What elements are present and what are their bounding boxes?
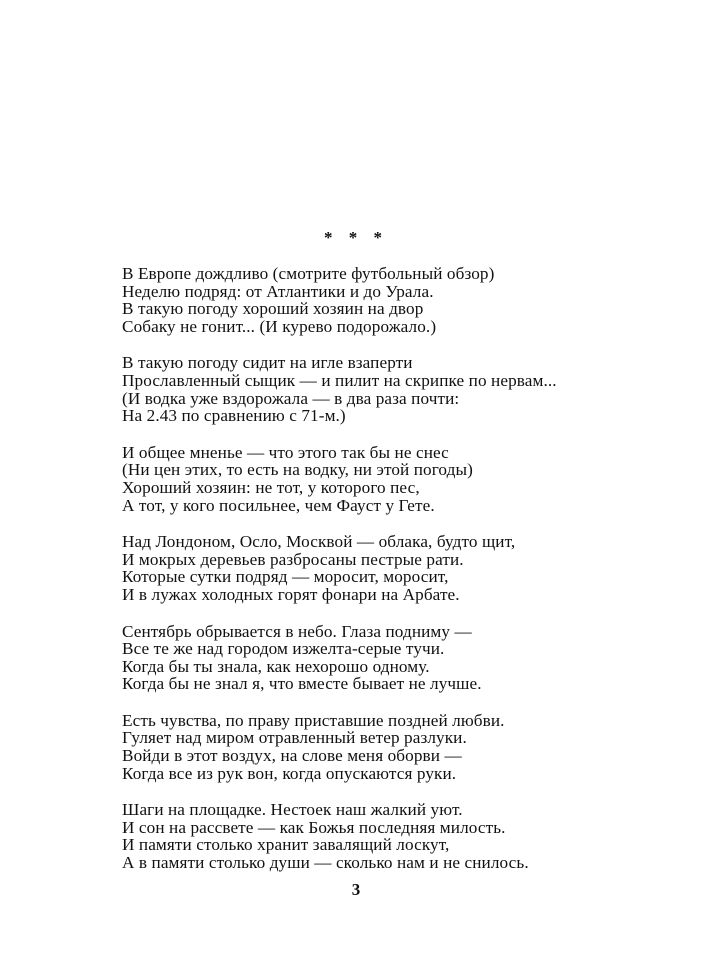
- poem-line: Шаги на площадке. Нестоек наш жалкий уют.: [122, 800, 463, 820]
- poem-line: В такую погоду хороший хозяин на двор: [122, 299, 424, 319]
- stanza: [122, 801, 702, 871]
- stanza: [122, 265, 702, 335]
- page-number: 3: [351, 880, 361, 899]
- poem-line: Когда бы не знал я, что вместе бывает не лучше.: [122, 674, 482, 694]
- poem: [122, 265, 702, 891]
- poem-line: Войди в этот воздух, на слове меня оборви —: [122, 746, 462, 766]
- poem-line: Которые сутки подряд — моросит, моросит,: [122, 567, 449, 587]
- stanza: [122, 712, 702, 782]
- poem-line: Неделю подряд: от Атлантики и до Урала.: [122, 281, 434, 301]
- poem-line: Над Лондоном, Осло, Москвой — облака, будто щит,: [122, 532, 516, 552]
- poem-line: В такую погоду сидит на игле взаперти: [122, 353, 413, 373]
- stanza: [122, 533, 702, 603]
- poem-line: Все те же над городом изжелта-серые тучи.: [122, 639, 445, 659]
- poem-line: Хороший хозяин: не тот, у которого пес,: [122, 477, 420, 497]
- poem-line: И памяти столько хранит завалящий лоскут,: [122, 835, 450, 855]
- stanza: [122, 623, 702, 693]
- poem-line: И общее мненье — что этого так бы не снес: [122, 442, 449, 462]
- poem-line: В Европе дождливо (смотрите футбольный обзор): [122, 264, 495, 283]
- poem-line: И сон на рассвете — как Божья последняя милость.: [122, 817, 506, 837]
- section-ornament: * * *: [324, 228, 388, 247]
- poem-line: Сентябрь обрывается в небо. Глаза подниму —: [122, 621, 472, 641]
- poem-line: Когда бы ты знала, как нехорошо одному.: [122, 656, 430, 676]
- poem-line: (И водка уже вздорожала — в два раза почти:: [122, 388, 460, 408]
- poem-line: И в лужах холодных горят фонари на Арбате.: [122, 584, 460, 604]
- stanza: [122, 354, 702, 424]
- poem-line: (Ни цен этих, то есть на водку, ни этой погоды): [122, 460, 473, 480]
- poem-line: Собаку не гонит... (И курево подорожало.): [122, 316, 437, 336]
- poem-line: И мокрых деревьев разбросаны пестрые рати.: [122, 549, 464, 569]
- poem-line: Гуляет над миром отравленный ветер разлуки.: [122, 728, 467, 748]
- poem-line: На 2.43 по сравнению с 71-м.): [122, 406, 346, 426]
- poem-line: Есть чувства, по праву приставшие поздней любви.: [122, 710, 505, 730]
- poem-line: Прославленный сыщик — и пилит на скрипке по нервам...: [122, 370, 557, 390]
- poem-line: Когда все из рук вон, когда опускаются руки.: [122, 763, 457, 783]
- poem-line: А в памяти столько души — сколько нам и не снилось.: [122, 853, 529, 873]
- stanza: [122, 444, 702, 514]
- poem-line: А тот, у кого посильнее, чем Фауст у Гете.: [122, 495, 435, 515]
